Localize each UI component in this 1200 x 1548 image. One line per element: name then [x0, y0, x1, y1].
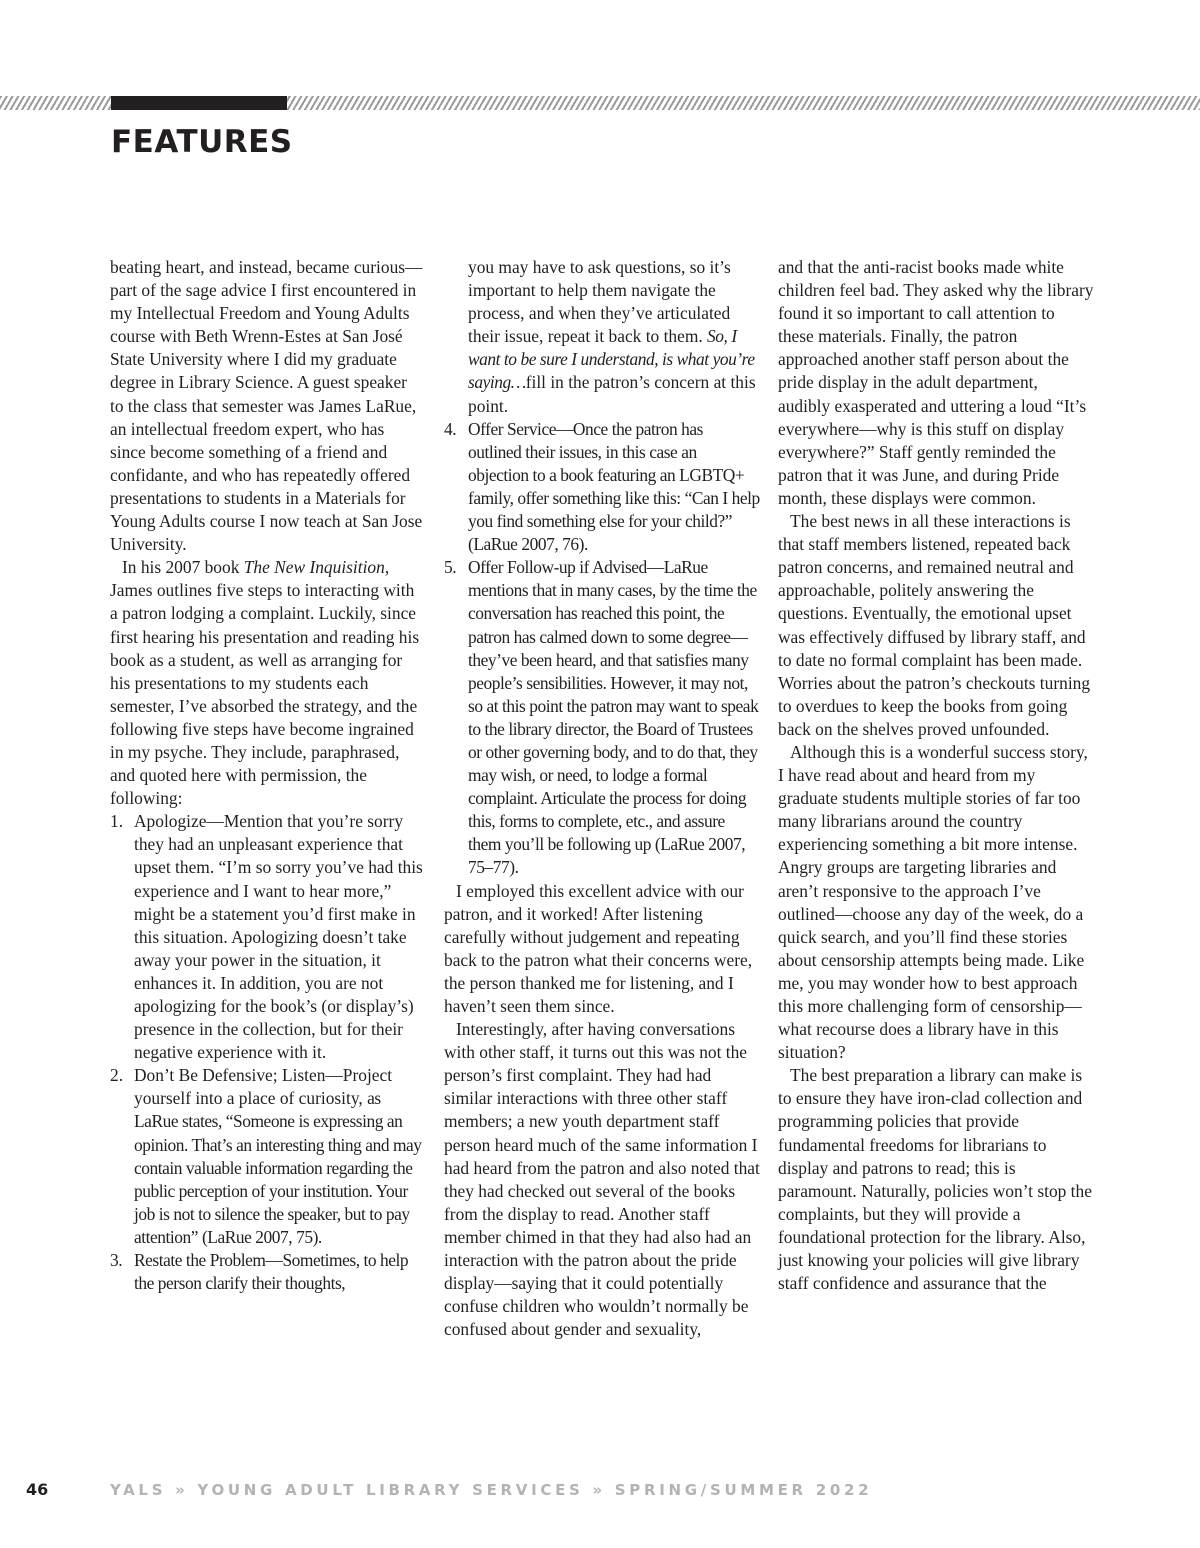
list-item-text: Restate the Problem—Sometimes, to help the person clarify their thoughts,: [134, 1250, 409, 1294]
list-item-number: 5.: [444, 557, 457, 578]
paragraph: beating heart, and instead, became curious—part of the sage advice I first encountered in my Intellectual Freedom and Young Adults course with Beth Wrenn-Estes at San José State University where I did my graduate degree in Library Science. A guest speaker to the class that semester was James LaRue, an intellectual freedom expert, who has since become something of a friend and confidante, and who has repeatedly offered presentations to students in a Materials for Young Adults course I now teach at San Jose University.: [110, 257, 423, 555]
list-item-text: Offer Follow-up if Advised—LaRue mentions that in many cases, by the time the conversation has reached this point, the patron has calmed down to some degree—they’ve been heard, and that satisfies many people’s sensibilities. However, it may not, so at this point the patron may want to speak to the library director, the Board of Trustees or other governing body, and to do that, they may wish, or need, to lodge a formal complaint. Articulate the process for doing this, forms to complete, etc., and assure them you’ll be following up (LaRue 2007, 75–77).: [468, 557, 759, 878]
list-item: [110, 810, 424, 1064]
list-item-number: 1.: [110, 811, 124, 832]
paragraph: [110, 556, 424, 810]
list-item: [110, 1064, 424, 1249]
book-title: The New Inquisition: [243, 557, 385, 578]
steps-list-continued: [444, 256, 760, 880]
paragraph: The best preparation a library can make is to ensure they have iron-clad collection and programming policies that provide fundamental freedoms for librarians to display and patrons to read; this is paramount. Naturally, policies won’t stop the complaints, but they will provide a foundational protection for the library. Also, just knowing your policies will give library staff confidence and assurance that the: [778, 1065, 1092, 1294]
list-item: [110, 1249, 424, 1295]
header-accent-bar: [111, 96, 287, 110]
paragraph-text: , James outlines five steps to interacting with a patron lodging a complaint. Luckily, since first hearing his presentation and reading his book as a student, as well as arranging for his presentations to my students each semester, I’ve absorbed the strategy, and the following five steps have become ingrained in my psyche. They include, paraphrased, and quoted here with permission, the following:: [110, 557, 420, 809]
list-item-number: 2.: [110, 1065, 124, 1086]
article-column-1: [110, 256, 424, 1295]
paragraph: I employed this excellent advice with our patron, and it worked! After listening carefully without judgement and repeating back to the patron what their concerns were, the person thanked me for listening, and I haven’t seen them since.: [444, 880, 753, 1016]
section-title: FEATURES: [111, 124, 293, 160]
paragraph: Interestingly, after having conversations with other staff, it turns out this was not the person’s first complaint. They had had similar interactions with three other staff members; a new youth department staff person heard much of the same information I had heard from the patron and also noted that they had checked out several of the books from the display to read. Another staff member chimed in that they had also had an interaction with the patron about the pride display—saying that it could potentially confuse children who wouldn’t normally be confused about gender and sexuality,: [444, 1019, 760, 1340]
list-item-continued: [444, 256, 760, 418]
list-item-text: Apologize—Mention that you’re sorry they had an unpleasant experience that upset them. “I’m so sorry you’ve had this experience and I want to hear more,” might be a statement you’d first make in this situation. Apologizing doesn’t take away your power in the situation, it enhances it. In addition, you are not apologizing for the book’s (or display’s) presence in the collection, but for their negative experience with it.: [134, 811, 423, 1063]
steps-list: [110, 810, 424, 1295]
list-item-text: fill in the patron’s concern at this point.: [468, 372, 756, 416]
page-footer: [0, 1480, 1200, 1504]
paragraph: The best news in all these interactions is that staff members listened, repeated back patron concerns, and remained neutral and approachable, politely answering the questions. Eventually, the emotional upset was effectively diffused by library staff, and to date no formal complaint has been made. Worries about the patron’s checkouts turning to overdues to keep the books from going back on the shelves proved unfounded.: [778, 511, 1091, 739]
list-item-number: 4.: [444, 418, 457, 439]
list-item-text: Don’t Be Defensive; Listen—Project yourself into a place of curiosity,: [134, 1065, 393, 1109]
running-head: YALS » YOUNG ADULT LIBRARY SERVICES » SPRING/SUMMER 2022: [110, 1481, 873, 1499]
list-item-text: you may have to ask questions, so it’s important to help them navigate the process, and when they’ve articulated their issue, repeat it back to them.: [468, 257, 731, 347]
list-item: [444, 556, 760, 879]
article-column-3: [778, 256, 1094, 1295]
paragraph-text: In his 2007 book: [122, 557, 244, 578]
list-item-text: as LaRue states, “Someone is expressing an opinion. That’s an interesting thing and may contain valuable information regarding the public perception of your institution. Your job is not to silence the speaker, but to pay attention” (LaRue 2007, 75).: [134, 1088, 422, 1247]
paragraph: and that the anti-racist books made white children feel bad. They asked why the library found it so important to call attention to these materials. Finally, the patron approached another staff person about the pride display in the adult department, audibly exasperated and uttering a loud “It’s everywhere—why is this stuff on display everywhere?” Staff gently reminded the patron that it was June, and during Pride month, these displays were common.: [778, 257, 1094, 508]
quoted-phrase: So, I want to be sure I understand, is what you’re saying…: [468, 326, 755, 393]
list-item: [444, 418, 760, 557]
page-number: 46: [26, 1480, 49, 1499]
paragraph: Although this is a wonderful success story, I have read about and heard from my graduate students multiple stories of far too many librarians around the country experiencing something a bit more intense. Angry groups are targeting libraries and aren’t responsive to the approach I’ve outlined—choose any day of the week, do a quick search, and you’ll find these stories about censorship attempts being made. Like me, you may wonder how to best approach this more challenging form of censorship—what recourse does a library have in this situation?: [778, 741, 1088, 1063]
article-column-2: [444, 256, 760, 1341]
list-item-number: 3.: [110, 1250, 123, 1271]
list-item-text: Offer Service—Once the patron has outlined their issues, in this case an objection to a book featuring an LGBTQ+ family, offer something like this: “Can I help you find something else for your child?” (LaRue 2007, 76).: [468, 418, 760, 555]
